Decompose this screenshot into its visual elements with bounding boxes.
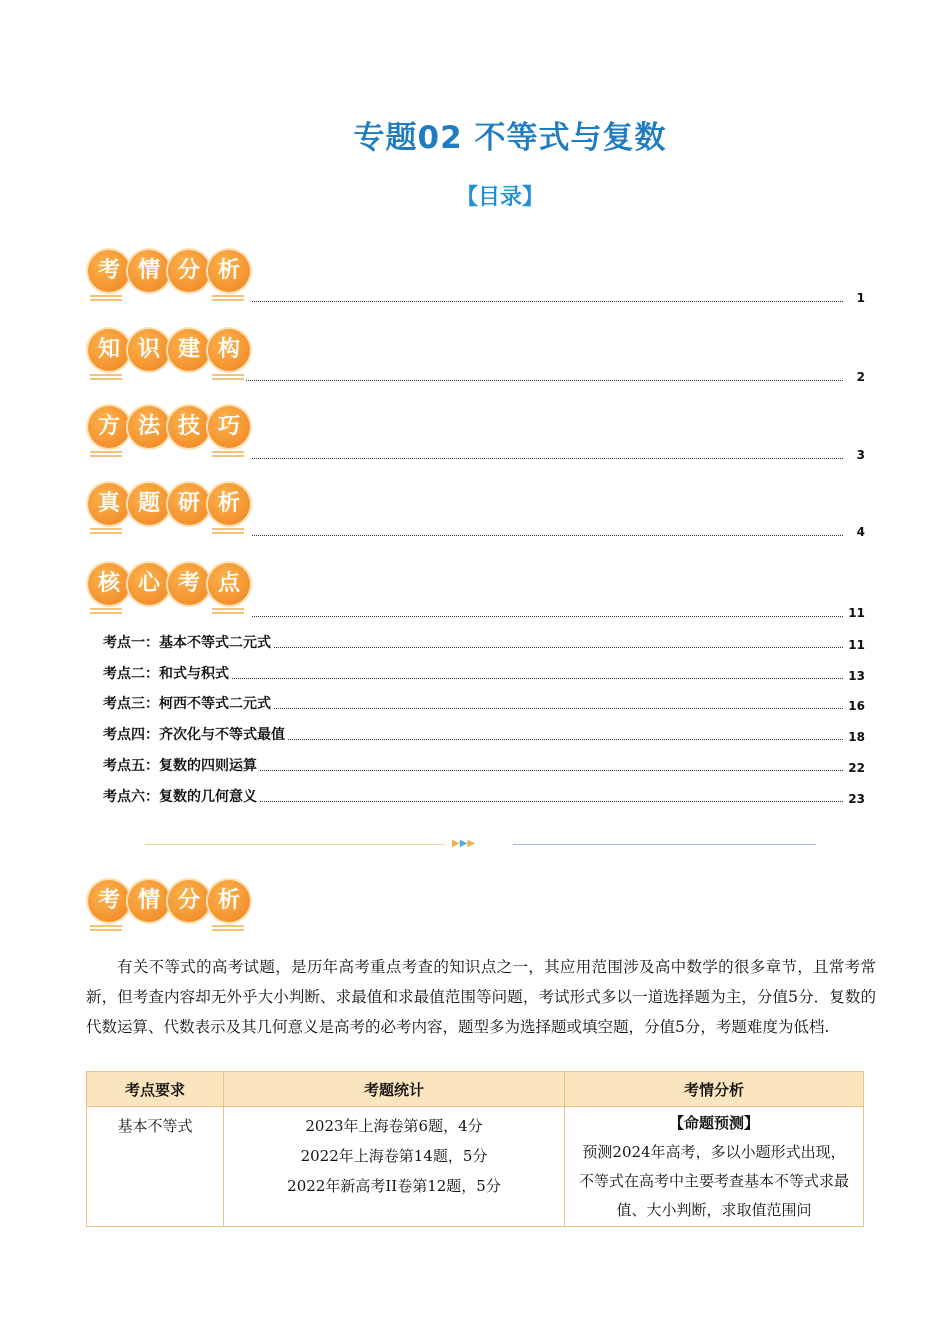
toc-subentry[interactable] [103, 757, 865, 775]
badge-char: 法 [128, 406, 170, 448]
toc-page-number: 2 [856, 370, 865, 384]
badge-char: 巧 [208, 406, 250, 448]
badge-char: 考 [88, 250, 130, 292]
stat-line: 2022年上海卷第14题，5分 [300, 1147, 488, 1165]
prediction-text: 预测2024年高考，多以小题形式出现，不等式在高考中主要考查基本不等式求最值、大小判断，求取值范围问 [578, 1143, 849, 1219]
badge-char: 分 [168, 250, 210, 292]
toc-subentry-label: 考点五：复数的四则运算 [103, 755, 259, 775]
toc-subentry-label: 考点三：柯西不等式二元式 [103, 693, 273, 713]
toc-page-number: 22 [848, 761, 865, 775]
badge-char: 情 [128, 880, 170, 922]
badge-char: 真 [88, 483, 130, 525]
badge-char: 分 [168, 880, 210, 922]
toc-entry[interactable] [246, 368, 865, 384]
table-header: 考点要求 [87, 1072, 224, 1107]
toc-page-number: 13 [848, 669, 865, 683]
toc-page-number: 18 [848, 730, 865, 744]
toc-heading: 【目录】 [455, 185, 544, 210]
badge-char: 识 [128, 329, 170, 371]
badge-char: 情 [128, 250, 170, 292]
badge-char: 析 [208, 483, 250, 525]
badge-char: 析 [208, 250, 250, 292]
toc-page-number: 23 [848, 792, 865, 806]
toc-subentry-label: 考点六：复数的几何意义 [103, 786, 259, 806]
badge-char: 考 [168, 563, 210, 605]
toc-entry[interactable] [252, 523, 865, 539]
badge-exam-analysis[interactable] [86, 250, 256, 300]
toc-page-number: 1 [856, 291, 865, 305]
badge-char: 构 [208, 329, 250, 371]
stat-line: 2023年上海卷第6题，4分 [305, 1117, 483, 1135]
badge-char: 知 [88, 329, 130, 371]
analysis-text: 有关不等式的高考试题，是历年高考重点考查的知识点之一，其应用范围涉及高中数学的很多章节，且常考常新，但考查内容却无外乎大小判断、求最值和求最值范围等问题，考试形式多以一道选择题为主，分值5分．复数的代数运算、代数表示及其几何意义是高考的必考内容，题型多为选择题或填空题，分值5分，考题难度为低档. [86, 958, 876, 1036]
badge-real-exam-analysis[interactable] [86, 483, 256, 533]
table-header-row [87, 1072, 864, 1107]
divider-right [513, 844, 816, 845]
badge-char: 方 [88, 406, 130, 448]
badge-char: 建 [168, 329, 210, 371]
stat-line: 2022年新高考II卷第12题，5分 [287, 1177, 501, 1195]
toc-entry[interactable] [252, 604, 865, 620]
table-header: 考题统计 [224, 1072, 565, 1107]
toc-page-number: 16 [848, 699, 865, 713]
table-row [87, 1107, 864, 1227]
requirement-cell: 基本不等式 [87, 1107, 224, 1227]
toc-subentry[interactable] [103, 726, 865, 744]
analysis-paragraph [86, 952, 876, 1042]
badge-core-points[interactable] [86, 563, 256, 613]
analysis-cell [565, 1107, 864, 1227]
toc-page-number: 11 [848, 606, 865, 620]
badge-char: 点 [208, 563, 250, 605]
divider-arrows-icon: ▶▶▶ [452, 838, 476, 849]
badge-char: 考 [88, 880, 130, 922]
table-header: 考情分析 [565, 1072, 864, 1107]
badge-char: 技 [168, 406, 210, 448]
badge-char: 心 [128, 563, 170, 605]
toc-entry[interactable] [252, 446, 865, 462]
toc-subentry-label: 考点二：和式与积式 [103, 663, 231, 683]
toc-subentry-label: 考点四：齐次化与不等式最值 [103, 724, 287, 744]
badge-char: 析 [208, 880, 250, 922]
exam-info-table [86, 1071, 864, 1227]
badge-char: 核 [88, 563, 130, 605]
toc-subentry[interactable] [103, 665, 865, 683]
toc-entry[interactable] [252, 289, 865, 305]
toc-page-number: 4 [856, 525, 865, 539]
toc-page-number: 11 [848, 638, 865, 652]
toc-page-number: 3 [856, 448, 865, 462]
toc-subentry[interactable] [103, 788, 865, 806]
badge-exam-analysis-section [86, 880, 256, 930]
document-title: 专题02 不等式与复数 [353, 120, 667, 156]
prediction-title: 【命题预测】 [668, 1114, 759, 1132]
badge-char: 题 [128, 483, 170, 525]
stats-cell [224, 1107, 565, 1227]
badge-methods-techniques[interactable] [86, 406, 256, 456]
badge-char: 研 [168, 483, 210, 525]
divider-left [145, 844, 445, 845]
toc-subentry-label: 考点一：基本不等式二元式 [103, 632, 273, 652]
badge-knowledge-construction[interactable] [86, 329, 256, 379]
toc-subentry[interactable] [103, 695, 865, 713]
toc-subentry[interactable] [103, 634, 865, 652]
